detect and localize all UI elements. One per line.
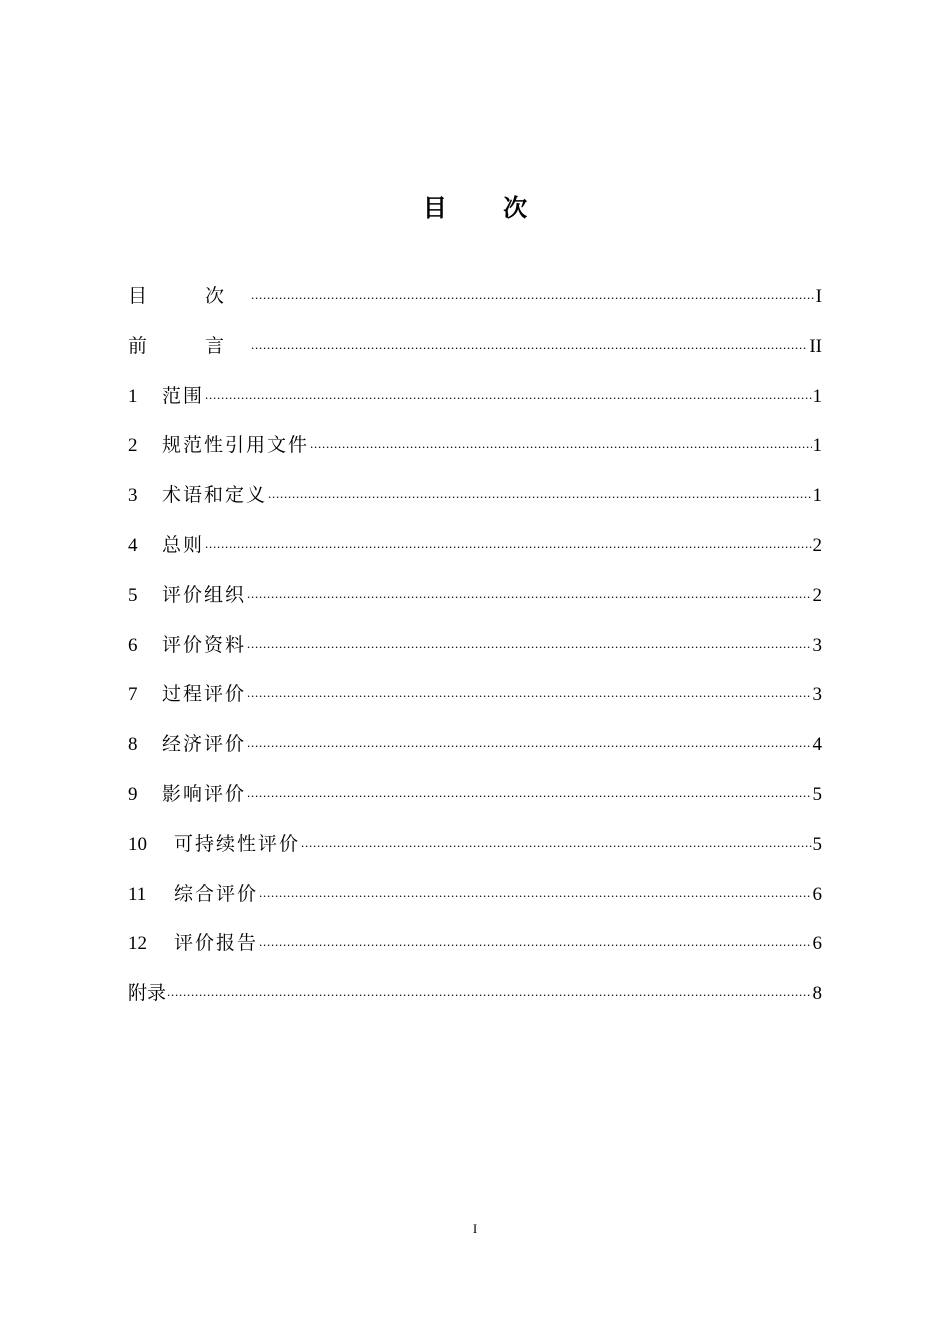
toc-entry-label: 评价报告 <box>174 932 259 955</box>
toc-entry-page: II <box>809 335 822 357</box>
toc-dot-leader <box>247 581 811 601</box>
toc-dot-leader <box>205 382 811 402</box>
toc-entry-contents[interactable] <box>128 280 822 330</box>
toc-dot-leader <box>167 979 811 999</box>
toc-entry-5[interactable] <box>128 579 822 629</box>
toc-entry-label: 前 言 <box>128 334 251 357</box>
toc-entry-page: 4 <box>812 734 822 756</box>
toc-dot-leader <box>301 830 811 850</box>
toc-entry-label: 评价资料 <box>162 633 247 656</box>
toc-entry-number: 3 <box>128 485 138 507</box>
toc-entry-6[interactable] <box>128 629 822 679</box>
page-title: 目 次 <box>422 194 552 223</box>
toc-entry-number: 11 <box>128 883 147 905</box>
toc-entry-number: 10 <box>128 833 147 855</box>
toc-entry-number: 1 <box>128 385 138 407</box>
toc-entry-9[interactable] <box>128 778 822 828</box>
toc-entry-label: 目 次 <box>128 285 251 307</box>
toc-entry-number: 2 <box>128 435 138 457</box>
toc-entry-label: 术语和定义 <box>162 484 268 507</box>
toc-entry-page: 3 <box>812 634 822 656</box>
toc-entry-page: 5 <box>812 783 822 805</box>
toc-dot-leader <box>247 680 811 700</box>
toc-entry-number: 5 <box>128 584 138 606</box>
toc-entry-page: 1 <box>812 435 822 457</box>
toc-entry-7[interactable] <box>128 678 822 728</box>
toc-entry-page: 5 <box>812 833 822 855</box>
toc-dot-leader <box>268 481 811 501</box>
toc-entry-page: I <box>815 286 822 307</box>
toc-entry-page: 8 <box>812 983 822 1005</box>
toc-entry-number: 9 <box>128 783 138 805</box>
toc-entry-page: 2 <box>812 584 822 606</box>
toc-entry-page: 2 <box>812 534 822 556</box>
toc-entry-page: 6 <box>812 933 822 955</box>
toc-entry-8[interactable] <box>128 728 822 778</box>
toc-dot-leader <box>205 531 811 551</box>
toc-dot-leader <box>247 780 811 800</box>
toc-dot-leader <box>251 332 808 352</box>
toc-entry-page: 3 <box>812 684 822 706</box>
toc-entry-10[interactable] <box>128 828 822 878</box>
toc-entry-label: 评价组织 <box>162 583 247 606</box>
toc-entry-4[interactable] <box>128 529 822 579</box>
toc-entry-3[interactable] <box>128 479 822 529</box>
toc-entry-2[interactable] <box>128 429 822 479</box>
toc-entry-page: 6 <box>812 883 822 905</box>
toc-entry-foreword[interactable] <box>128 330 822 380</box>
toc-entry-number: 7 <box>128 684 138 706</box>
toc-entry-label: 附录 <box>128 982 167 1005</box>
toc-entry-appendix[interactable] <box>128 977 822 1027</box>
toc-entry-1[interactable] <box>128 380 822 430</box>
page-number: I <box>472 1221 478 1236</box>
toc-entry-number: 4 <box>128 534 138 556</box>
toc-entry-label: 综合评价 <box>174 882 259 905</box>
toc-entry-12[interactable] <box>128 927 822 977</box>
toc-entry-label: 规范性引用文件 <box>162 434 310 457</box>
toc-entry-label: 可持续性评价 <box>174 832 301 855</box>
toc-dot-leader <box>247 730 811 750</box>
toc-entry-number: 8 <box>128 734 138 756</box>
toc-dot-leader <box>247 631 811 651</box>
toc-dot-leader <box>259 929 811 949</box>
toc-dot-leader <box>251 282 815 302</box>
toc-entry-label: 范围 <box>162 384 205 407</box>
toc-entry-label: 经济评价 <box>162 733 247 756</box>
table-of-contents <box>128 280 822 1027</box>
toc-entry-number: 6 <box>128 634 138 656</box>
toc-entry-11[interactable] <box>128 878 822 928</box>
toc-entry-label: 影响评价 <box>162 782 247 805</box>
toc-entry-number: 12 <box>128 933 147 955</box>
toc-dot-leader <box>259 880 811 900</box>
toc-dot-leader <box>310 431 811 451</box>
toc-entry-label: 过程评价 <box>162 683 247 706</box>
toc-entry-label: 总则 <box>162 533 205 556</box>
toc-entry-page: 1 <box>812 385 822 407</box>
toc-entry-page: 1 <box>812 485 822 507</box>
